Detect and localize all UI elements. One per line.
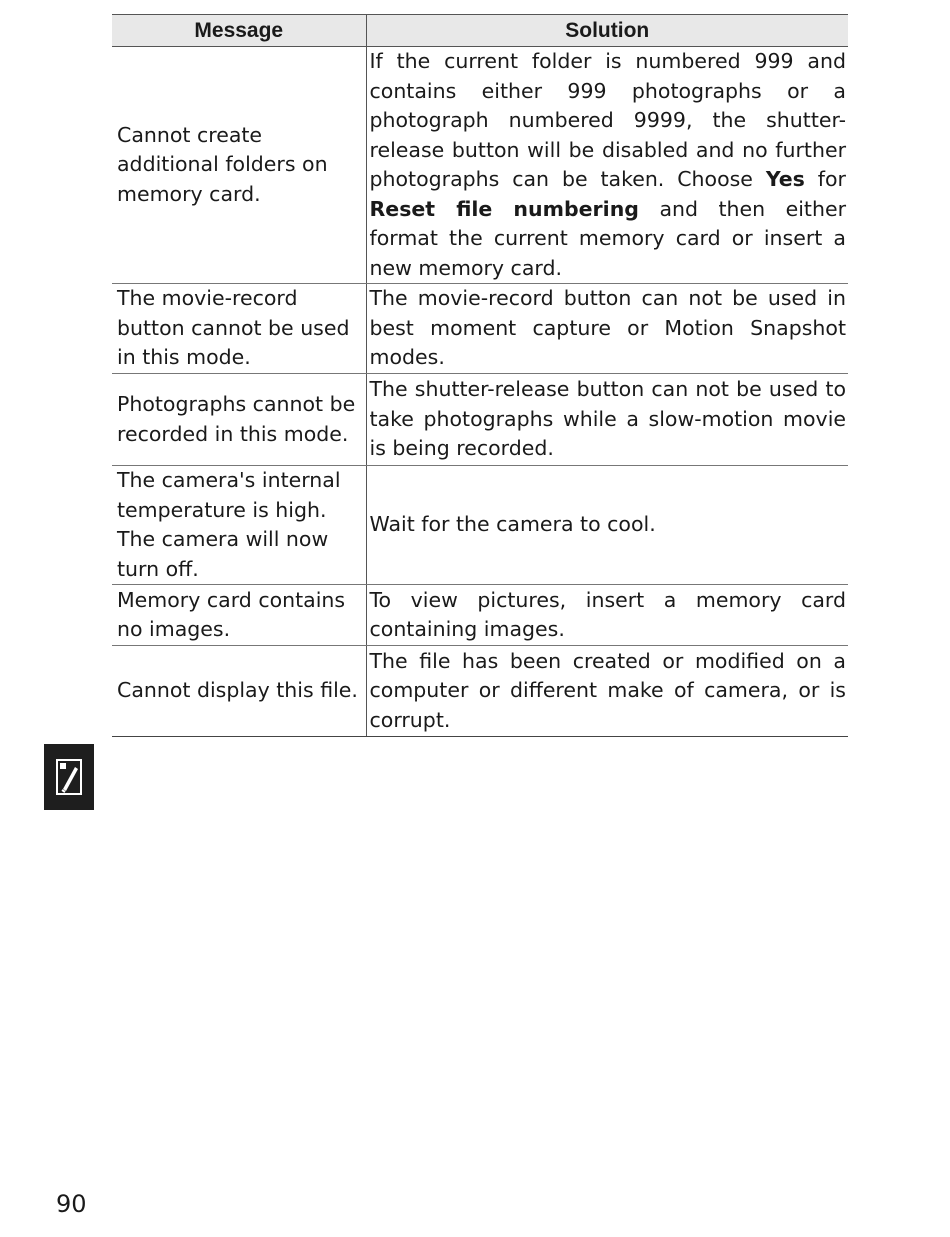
message-cell: The camera's internal temperature is high. The camera will now turn off. <box>112 466 366 585</box>
solution-bold-option: Yes <box>765 167 805 191</box>
solution-text: for <box>804 167 846 191</box>
solution-bold-menu-item: Reset file numbering <box>369 196 639 221</box>
table-row <box>112 585 848 646</box>
message-cell: Memory card contains no images. <box>112 585 366 646</box>
solution-cell: Wait for the camera to cool. <box>366 466 848 585</box>
header-solution: Solution <box>366 15 848 47</box>
message-cell: Cannot create additional folders on memory card. <box>112 47 366 284</box>
troubleshooting-icon <box>56 759 82 795</box>
table-row <box>112 284 848 374</box>
table-row <box>112 466 848 585</box>
message-cell: The movie-record button cannot be used in this mode. <box>112 284 366 374</box>
page-number: 90 <box>56 1190 87 1218</box>
solution-cell: The movie-record button can not be used in best moment capture or Motion Snapshot modes. <box>366 284 848 374</box>
solution-cell <box>366 47 848 284</box>
message-cell: Photographs cannot be recorded in this mode. <box>112 374 366 466</box>
table-row <box>112 47 848 284</box>
table-row <box>112 374 848 466</box>
solution-cell: The shutter-release button can not be used to take photographs while a slow-motion movie is being recorded. <box>366 374 848 466</box>
section-side-tab <box>44 744 94 810</box>
solution-text: If the current folder is numbered 999 and contains either 999 photographs or a photograph numbered 9999, the shutter-release button will be disabled and no further photographs can be taken. Choose <box>369 49 846 191</box>
error-message-table <box>112 14 848 737</box>
solution-cell: The file has been created or modified on a computer or different make of camera, or is corrupt. <box>366 646 848 737</box>
solution-cell: To view pictures, insert a memory card containing images. <box>366 585 848 646</box>
message-cell: Cannot display this file. <box>112 646 366 737</box>
table-header-row <box>112 15 848 47</box>
solution-text: and then either format the current memory card or insert a new memory card. <box>369 196 846 280</box>
header-message: Message <box>112 15 366 47</box>
table-row <box>112 646 848 737</box>
